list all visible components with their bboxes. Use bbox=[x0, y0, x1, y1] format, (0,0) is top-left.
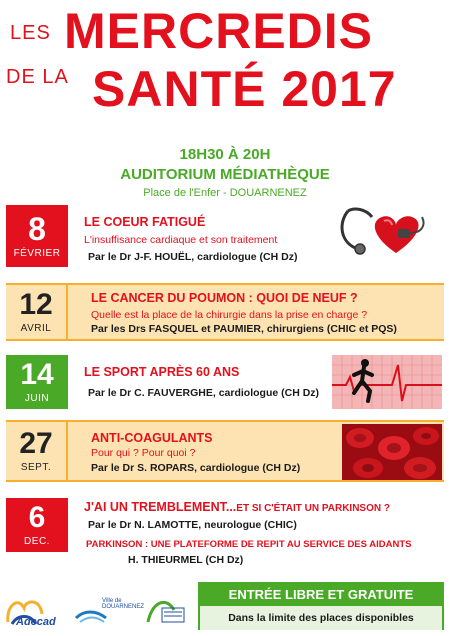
date-box bbox=[6, 355, 68, 409]
event-subtitle: Quelle est la place de la chirurgie dans la prise en charge ? bbox=[91, 309, 368, 321]
event-month: FÉVRIER bbox=[13, 248, 61, 259]
event-month: SEPT. bbox=[20, 462, 52, 473]
event-title: LE COEUR FATIGUÉ bbox=[84, 215, 206, 229]
blood-cells-icon bbox=[342, 424, 442, 480]
date-box bbox=[6, 422, 68, 480]
event-subtitle: Pour qui ? Pour quoi ? bbox=[91, 447, 196, 459]
header-de-la: DE LA bbox=[6, 66, 69, 88]
logo-ville: Ville de DOUARNENEZ bbox=[102, 598, 145, 610]
date-box bbox=[6, 498, 68, 552]
event-title-suffix: ET SI C'ÉTAIT UN PARKINSON ? bbox=[236, 503, 390, 514]
event-venue: AUDITORIUM MÉDIATHÈQUE bbox=[120, 166, 330, 183]
header-mercredis: MERCREDIS bbox=[64, 3, 374, 59]
event-speaker: Par le Dr J-F. HOUËL, cardiologue (CH Dz) bbox=[88, 251, 298, 263]
event-month: JUIN bbox=[24, 393, 50, 404]
event-title: ANTI-COAGULANTS bbox=[91, 431, 213, 445]
event-title: LE SPORT APRÈS 60 ANS bbox=[84, 365, 240, 379]
entry-free-label: ENTRÉE LIBRE ET GRATUITE bbox=[200, 584, 442, 606]
runner-heartbeat-icon bbox=[332, 355, 442, 409]
event-day: 27 bbox=[19, 427, 53, 460]
partner-logos bbox=[4, 590, 194, 632]
event-row-avril bbox=[6, 283, 444, 341]
header-les: LES bbox=[10, 22, 51, 44]
event-month: AVRIL bbox=[20, 323, 52, 334]
event-row-sept bbox=[6, 420, 444, 482]
event-subtitle: PARKINSON : UNE PLATEFORME DE REPIT AU SERVICE DES AIDANTS bbox=[86, 539, 412, 550]
event-subtitle: L'insuffisance cardiaque et son traitement bbox=[84, 234, 278, 246]
event-title-main: J'AI UN TREMBLEMENT... bbox=[84, 500, 237, 514]
header-sante-2017: SANTÉ 2017 bbox=[92, 61, 397, 117]
event-time: 18H30 À 20H bbox=[179, 146, 271, 163]
heart-stethoscope-icon bbox=[336, 203, 432, 259]
event-speaker: Par le Dr N. LAMOTTE, neurologue (CHIC) bbox=[88, 519, 297, 531]
event-title bbox=[84, 500, 390, 514]
event-day: 8 bbox=[28, 211, 46, 247]
event-day: 14 bbox=[20, 358, 54, 391]
logo-adecad: Adecad bbox=[16, 616, 56, 628]
event-title: LE CANCER DU POUMON : QUOI DE NEUF ? bbox=[91, 291, 358, 305]
event-day: 6 bbox=[28, 501, 46, 534]
hospital-logo-icon bbox=[144, 592, 190, 630]
event-speaker: Par les Drs FASQUEL et PAUMIER, chirurgiens (CHIC et PQS) bbox=[91, 323, 397, 335]
event-day: 12 bbox=[19, 288, 53, 321]
event-row-fevrier bbox=[6, 205, 444, 267]
event-speaker-2: H. THIEURMEL (CH Dz) bbox=[128, 554, 244, 566]
event-row-juin bbox=[6, 355, 444, 409]
event-speaker: Par le Dr C. FAUVERGHE, cardiologue (CH Dz) bbox=[88, 387, 320, 399]
entry-limit-label: Dans la limite des places disponibles bbox=[200, 606, 442, 630]
date-box bbox=[6, 285, 68, 339]
entry-info-box bbox=[198, 582, 444, 630]
event-month: DEC. bbox=[24, 536, 50, 547]
event-address: Place de l'Enfer - DOUARNENEZ bbox=[143, 187, 307, 199]
event-row-dec bbox=[6, 494, 444, 572]
event-speaker: Par le Dr S. ROPARS, cardiologue (CH Dz) bbox=[91, 462, 301, 474]
date-box bbox=[6, 205, 68, 267]
